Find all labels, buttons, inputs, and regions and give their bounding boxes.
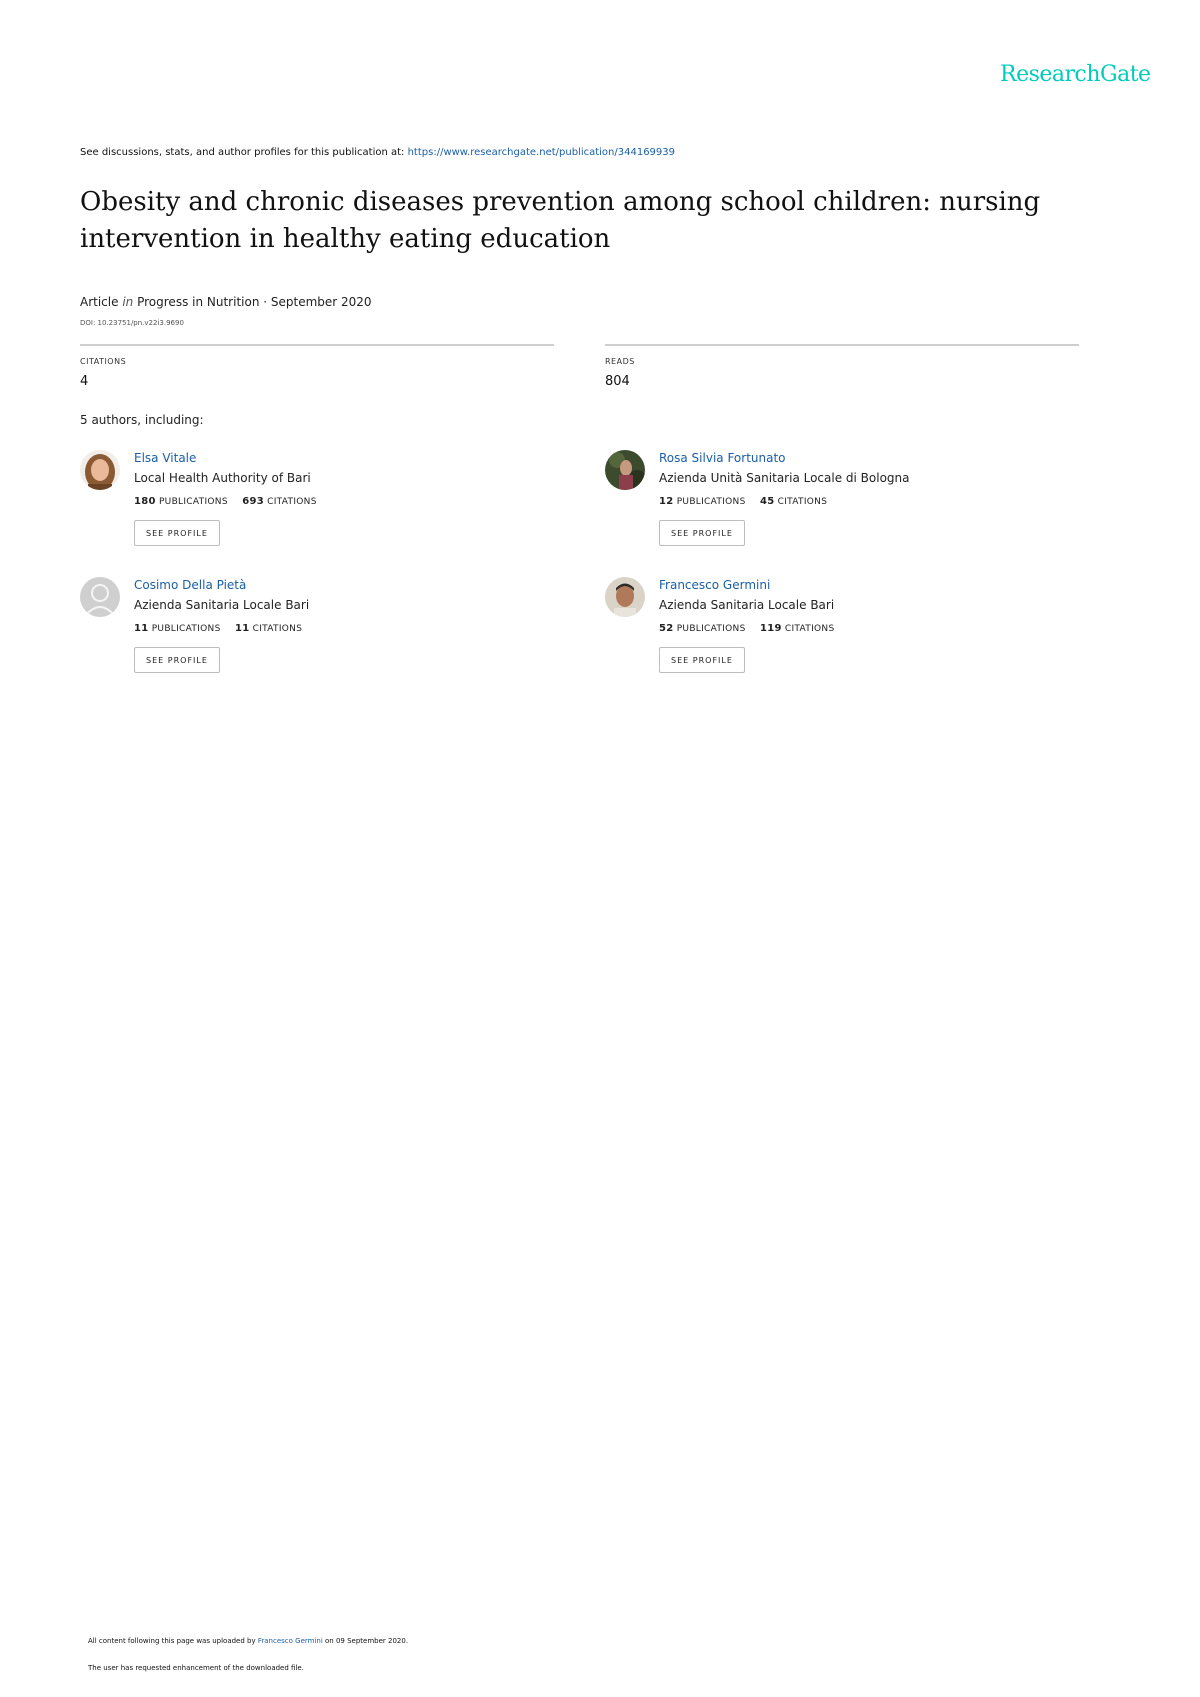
author-name-link[interactable]: Cosimo Della Pietà: [134, 578, 247, 592]
upload-suffix: on 09 September 2020.: [325, 1637, 409, 1645]
publications-label: PUBLICATIONS: [676, 624, 746, 634]
author-stats: [134, 623, 302, 634]
divider-left: [80, 344, 554, 346]
author-name-link[interactable]: Elsa Vitale: [134, 451, 197, 465]
journal-date: Progress in Nutrition · September 2020: [137, 295, 372, 309]
avatar-photo-icon: [605, 577, 645, 617]
publication-title: Obesity and chronic diseases prevention among school children: nursing intervention in healthy eating education: [80, 187, 1041, 254]
discussion-prefix: See discussions, stats, and author profiles for this publication at:: [80, 147, 405, 158]
citations-value: 4: [80, 374, 89, 389]
publications-label: PUBLICATIONS: [676, 497, 746, 507]
publications-count: 12: [659, 496, 674, 507]
author-card: [605, 577, 1065, 687]
enhancement-note: The user has requested enhancement of the downloaded file.: [88, 1664, 304, 1672]
publications-count: 52: [659, 623, 674, 634]
avatar-photo-icon: [605, 450, 645, 490]
publications-count: 11: [134, 623, 149, 634]
in-label: in: [122, 295, 134, 309]
author-stats: [134, 496, 317, 507]
publication-type: Article: [80, 295, 119, 309]
citations-label: CITATIONS: [777, 497, 828, 507]
author-avatar[interactable]: [605, 577, 645, 617]
reads-label: READS: [605, 357, 635, 366]
citations-label: CITATIONS: [80, 357, 127, 366]
citations-count: 11: [234, 623, 250, 634]
author-stats: [659, 496, 827, 507]
divider-right: [605, 344, 1079, 346]
publication-meta: [80, 295, 372, 309]
avatar-photo-icon: [80, 450, 120, 490]
author-card: [80, 450, 540, 560]
citations-label: CITATIONS: [252, 624, 303, 634]
reads-value: 804: [605, 374, 630, 389]
author-card: [80, 577, 540, 687]
see-profile-button[interactable]: SEE PROFILE: [134, 520, 220, 546]
authors-heading: 5 authors, including:: [80, 413, 204, 427]
see-profile-button[interactable]: SEE PROFILE: [659, 520, 745, 546]
citations-label: CITATIONS: [267, 497, 317, 507]
author-card: [605, 450, 1065, 560]
author-affiliation: Azienda Sanitaria Locale Bari: [659, 598, 835, 612]
author-avatar[interactable]: [80, 577, 120, 617]
author-name-link[interactable]: Francesco Germini: [659, 578, 771, 592]
publication-doi: DOI: 10.23751/pn.v22i3.9690: [80, 319, 184, 327]
citations-count: 119: [759, 623, 782, 634]
author-affiliation: Local Health Authority of Bari: [134, 471, 311, 485]
citations-count: 45: [759, 496, 775, 507]
publication-url-link[interactable]: https://www.researchgate.net/publication/344169939: [407, 147, 676, 158]
publications-count: 180: [134, 496, 156, 507]
see-profile-button[interactable]: SEE PROFILE: [134, 647, 220, 673]
publications-label: PUBLICATIONS: [151, 624, 221, 634]
upload-note: [88, 1637, 408, 1645]
author-avatar[interactable]: [605, 450, 645, 490]
default-user-icon: [80, 577, 120, 617]
author-stats: [659, 623, 834, 634]
researchgate-logo[interactable]: ResearchGate: [1000, 62, 1151, 87]
upload-prefix: All content following this page was uploaded by: [88, 1637, 256, 1645]
author-affiliation: Azienda Sanitaria Locale Bari: [134, 598, 310, 612]
uploader-link[interactable]: Francesco Germini: [257, 1637, 323, 1645]
author-avatar[interactable]: [80, 450, 120, 490]
citations-count: 693: [242, 496, 264, 507]
author-affiliation: Azienda Unità Sanitaria Locale di Bologna: [659, 471, 910, 485]
author-name-link[interactable]: Rosa Silvia Fortunato: [659, 451, 786, 465]
publications-label: PUBLICATIONS: [158, 497, 228, 507]
see-profile-button[interactable]: SEE PROFILE: [659, 647, 745, 673]
discussion-line: [80, 147, 675, 158]
citations-label: CITATIONS: [784, 624, 835, 634]
